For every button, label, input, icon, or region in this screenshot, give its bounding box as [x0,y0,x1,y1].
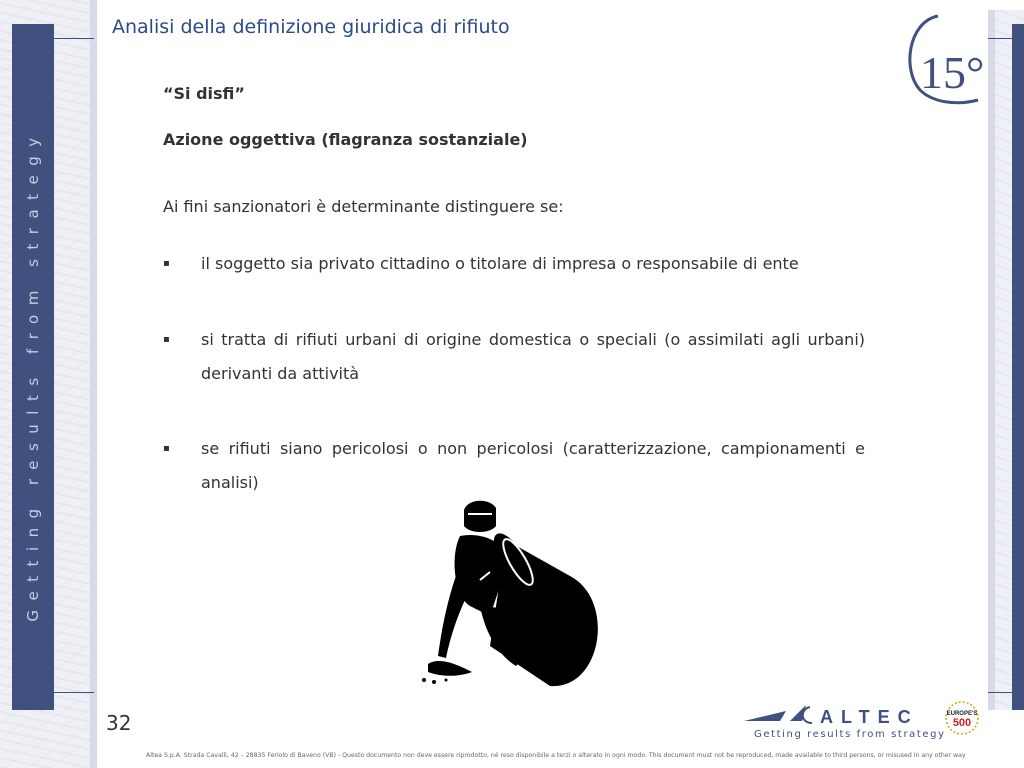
sidebar-tagline: Getting results from strategy [24,128,42,622]
badge-number-text: 500 [952,717,972,729]
bullet-text: se rifiuti siano pericolosi o non pericolosi (caratterizzazione, campionamenti e analisi) [201,439,865,492]
person-tipping-drum-illustration [420,496,610,688]
bullet-text: il soggetto sia privato cittadino o titolare di impresa o responsabile di ente [201,254,799,273]
right-brand-band [1012,24,1024,710]
bullet-text: si tratta di rifiuti urbani di origine domestica o speciali (o assimilati agli urbani) derivanti da attività [201,330,865,383]
list-item [163,323,865,391]
right-stripe [988,10,995,710]
bullet-marker: ▪ [163,443,170,454]
top-rule-left [54,38,94,39]
logo-15-icon [898,10,984,110]
list-item [163,247,865,281]
bullet-marker: ▪ [163,258,170,269]
europe-500-badge-icon [944,700,980,736]
quote-heading: “Si disfi” [163,84,245,103]
footer-disclaimer: Altea S.p.A. Strada Cavalli, 42 – 28835 Feriolo di Baveno (VB) - Questo documento non deve essere riprodotto, né reso disponibile a terzi o alterato in ogni modo. This document must not be reproduced, made available to third persons, or misused in any other way [146,752,966,759]
bottom-rule-left [54,692,94,693]
company-tagline: Getting results from strategy [754,729,946,740]
intro-text: Ai fini sanzionatori è determinante distinguere se: [163,197,564,216]
altea-logo-text: ALTEC [820,707,919,727]
bottom-rule-right [988,692,1012,693]
subheading: Azione oggettiva (flagranza sostanziale) [163,130,528,149]
bullet-marker: ▪ [163,334,170,345]
list-item [163,432,865,500]
logo-15-text: 15° [920,47,984,98]
top-rule-right [988,38,1012,39]
page-number: 32 [106,711,132,735]
left-stripe [90,0,97,768]
slide-title: Analisi della definizione giuridica di rifiuto [112,16,510,38]
badge-top-text: EUROPE'S [946,711,978,717]
